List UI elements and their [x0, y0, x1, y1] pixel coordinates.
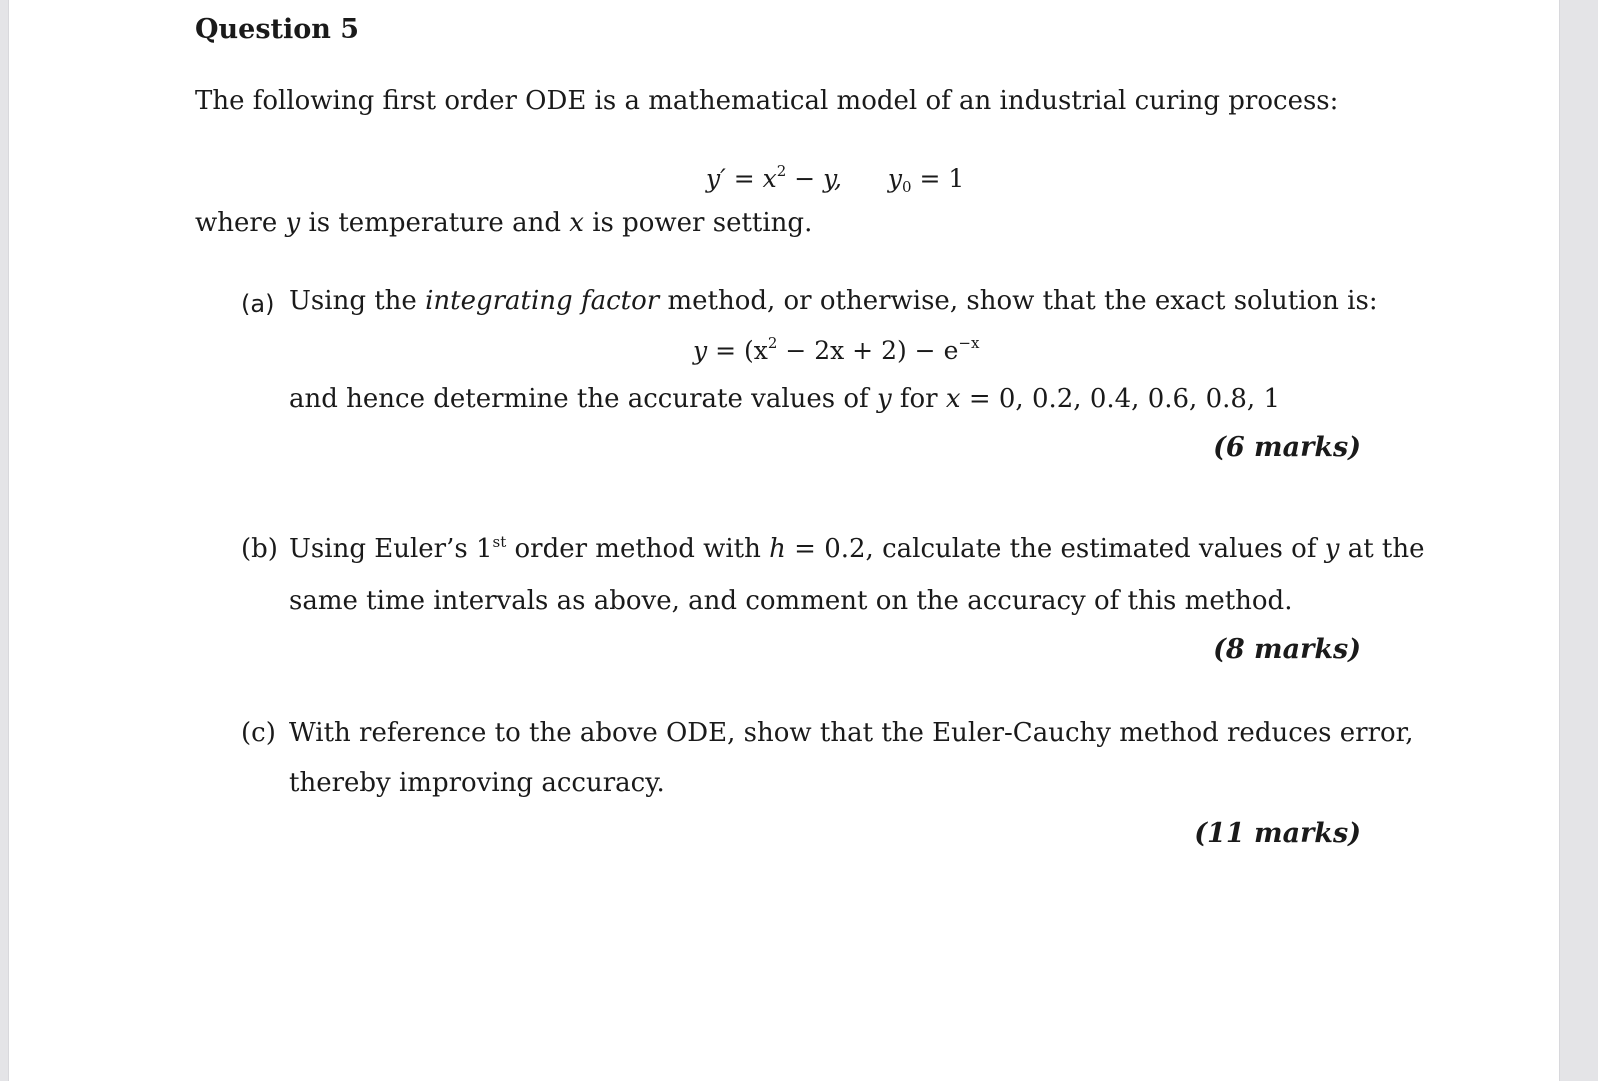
- solution-tail: − 2x + 2) − e: [785, 336, 959, 365]
- solution-exp2: −x: [958, 334, 980, 352]
- part-a-line1-post: method, or otherwise, show that the exact solution is:: [667, 286, 1378, 316]
- part-b-line1-sup: st: [492, 533, 507, 551]
- where-y: y: [285, 208, 301, 238]
- part-c-label: (c): [241, 718, 276, 748]
- ode-ic-sub: 0: [901, 178, 912, 196]
- ode-lhs: y′: [706, 164, 726, 193]
- part-b-y: y: [1324, 534, 1340, 564]
- intro-text: The following first order ODE is a mathematical model of an industrial curing process:: [195, 86, 1339, 116]
- where-mid: is temperature and: [308, 208, 561, 238]
- where-x: x: [569, 208, 584, 238]
- part-a-label: (a): [241, 290, 275, 318]
- part-a-line1: [289, 286, 1378, 316]
- part-a-line2: [289, 384, 1280, 414]
- part-b-line1-end: at the: [1347, 534, 1425, 564]
- part-b-h: h: [769, 534, 786, 564]
- question-title: Question 5: [195, 14, 360, 45]
- part-b-line1: [289, 534, 1424, 564]
- part-a-marks: (6 marks): [1213, 432, 1361, 463]
- part-a-line2-x: x: [945, 384, 961, 414]
- ode-rhs-exp: 2: [776, 162, 787, 180]
- ode-rhs-x: x: [762, 164, 777, 193]
- part-b-marks: (8 marks): [1213, 634, 1361, 665]
- solution-lhs: y: [693, 336, 708, 365]
- part-b-h-val: = 0.2, calculate the estimated values of: [794, 534, 1317, 564]
- part-b-label: (b): [241, 534, 278, 564]
- ode-equation: $y' = x^2 - y$, $y_0 = 1$: [706, 162, 965, 196]
- part-a-line2-y: y: [876, 384, 892, 414]
- part-a-line1-pre: Using the: [289, 286, 417, 316]
- part-b-line1-pre: Using Euler’s 1: [289, 534, 493, 564]
- where-line: [195, 208, 812, 238]
- part-a-line1-em: integrating factor: [425, 286, 660, 316]
- where-end: is power setting.: [592, 208, 813, 238]
- document-page: [8, 0, 1560, 1081]
- where-word: where: [195, 208, 278, 238]
- exact-solution: [693, 336, 979, 365]
- part-a-line2-for: for: [899, 384, 938, 414]
- part-b-line2: same time intervals as above, and comment on the accuracy of this method.: [289, 586, 1293, 616]
- solution-mid: = (x: [715, 336, 768, 365]
- part-a-line2-pre: and hence determine the accurate values of: [289, 384, 869, 414]
- solution-exp: 2: [767, 334, 778, 352]
- part-c-line1: With reference to the above ODE, show that the Euler-Cauchy method reduces error,: [289, 718, 1414, 748]
- part-b-line1-mid: order method with: [514, 534, 761, 564]
- part-a-line2-vals: = 0, 0.2, 0.4, 0.6, 0.8, 1: [968, 384, 1281, 414]
- part-c-marks: (11 marks): [1194, 818, 1361, 849]
- ode-ic-val: = 1: [919, 164, 965, 193]
- ode-rhs-tail: y,: [823, 164, 842, 193]
- part-c-line2: thereby improving accuracy.: [289, 768, 665, 798]
- ode-ic-var: y: [887, 164, 902, 193]
